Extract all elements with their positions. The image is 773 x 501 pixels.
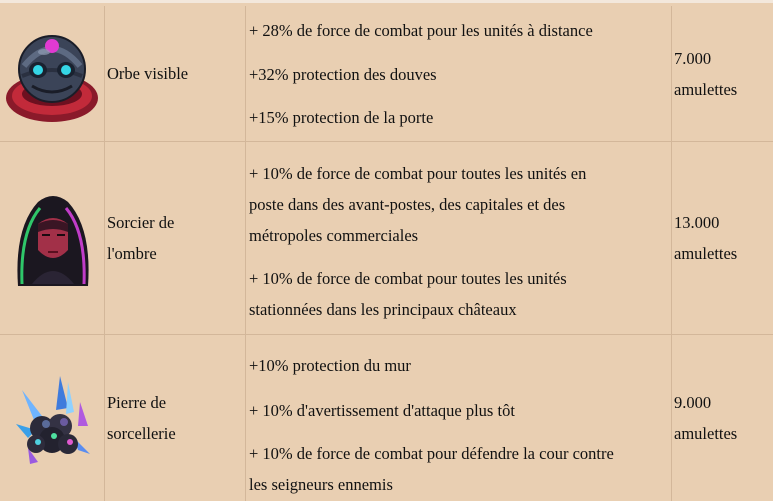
bonus-line: +15% protection de la porte bbox=[249, 108, 434, 127]
cost-unit: amulettes bbox=[674, 79, 738, 99]
bonus-line: + 10% de force de combat pour toutes les unités en poste dans des avant-postes, des capitales et des métropoles commerciales bbox=[249, 164, 587, 245]
cost-unit: amulettes bbox=[674, 424, 738, 443]
bonus-cell bbox=[246, 335, 672, 501]
bonus-line: + 28% de force de combat pour les unités à distance bbox=[249, 21, 593, 40]
bonus-line: +32% protection des douves bbox=[249, 65, 437, 84]
name-cell bbox=[105, 335, 246, 501]
bonus-line: + 10% de force de combat pour défendre la cour contre les seigneurs ennemis bbox=[249, 444, 614, 494]
sorcery-stone-icon bbox=[8, 368, 98, 468]
cost-cell bbox=[672, 142, 773, 334]
cost bbox=[672, 207, 737, 269]
bonus-line: + 10% de force de combat pour toutes les unités stationnées dans les principaux châteaux bbox=[249, 269, 567, 319]
table-row bbox=[0, 6, 773, 142]
image-cell bbox=[0, 335, 105, 501]
item-name: Sorcier de l'ombre bbox=[107, 213, 175, 263]
bonus-line: + 10% d'avertissement d'attaque plus tôt bbox=[249, 401, 515, 420]
bonus-line: +10% protection du mur bbox=[249, 356, 411, 375]
name-cell bbox=[105, 142, 246, 334]
cost-value: 7.000 bbox=[674, 48, 712, 68]
cost-unit: amulettes bbox=[674, 244, 738, 263]
image-cell bbox=[0, 6, 105, 141]
cost-value: 13.000 bbox=[674, 213, 720, 232]
cost-cell bbox=[672, 6, 773, 141]
name-cell bbox=[105, 6, 246, 141]
shadow-sorcerer-icon bbox=[8, 188, 98, 288]
bonus-cell bbox=[246, 142, 672, 334]
cost bbox=[672, 43, 737, 105]
image-cell bbox=[0, 142, 105, 334]
orb-icon bbox=[2, 24, 102, 124]
table-row bbox=[0, 335, 773, 501]
item-name: Pierre de sorcellerie bbox=[107, 393, 176, 443]
cost-cell bbox=[672, 335, 773, 501]
bonus-cell bbox=[246, 6, 672, 141]
item-name: Orbe visible bbox=[107, 64, 189, 83]
cost-value: 9.000 bbox=[674, 393, 712, 412]
cost bbox=[672, 387, 737, 449]
table-row bbox=[0, 142, 773, 335]
